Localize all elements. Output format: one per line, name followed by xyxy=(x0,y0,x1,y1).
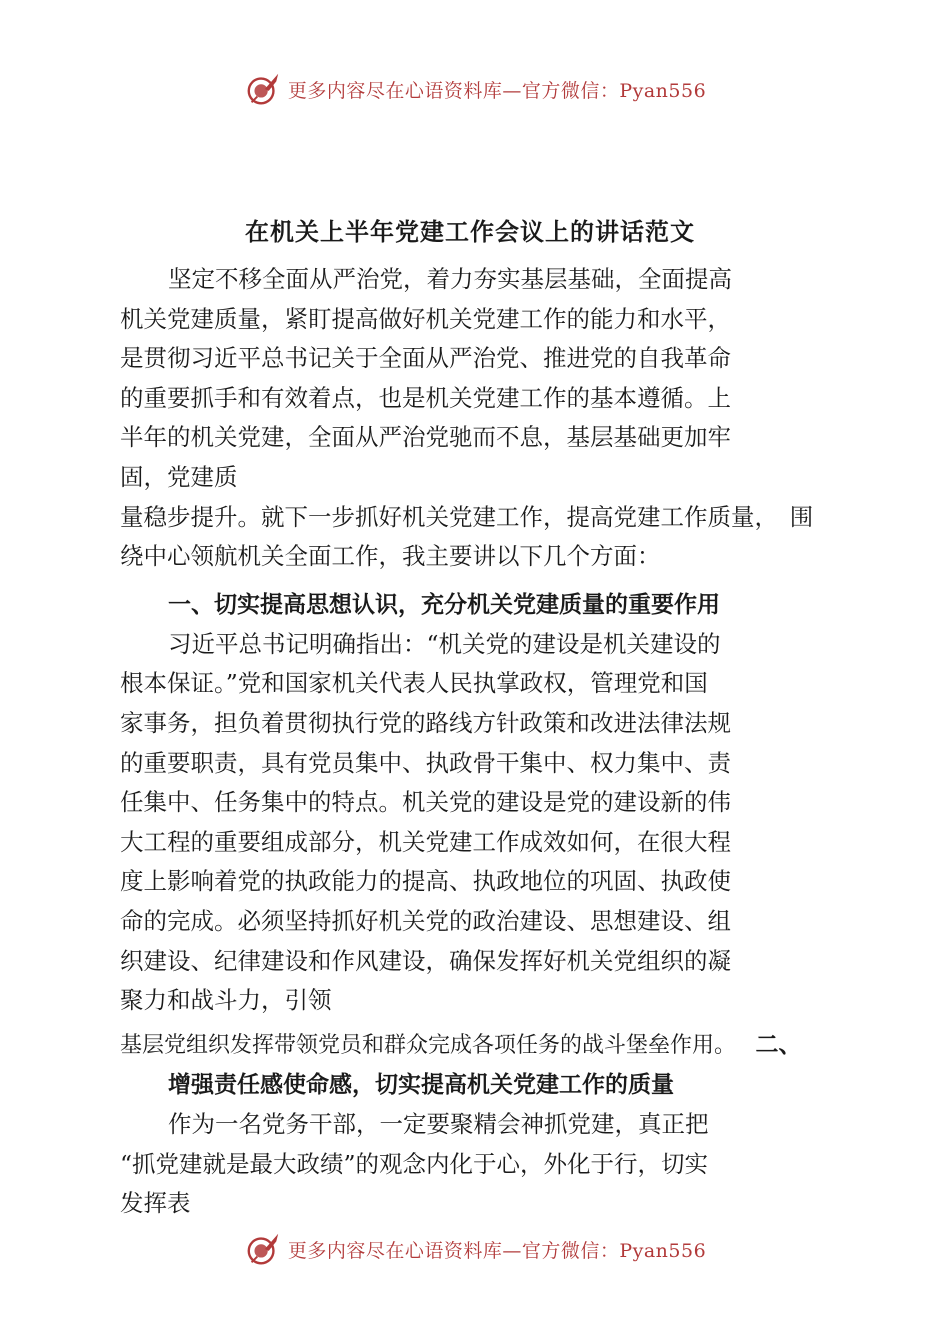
text-line: 坚定不移全面从严治党，着力夯实基层基础，全面提高 xyxy=(168,265,732,293)
intro-paragraph xyxy=(120,260,820,498)
text-line: 度上影响着党的执政能力的提高、执政地位的巩固、执政使 xyxy=(120,867,731,896)
text-line: 机关党建质量，紧盯提高做好机关党建工作的能力和水平， xyxy=(120,304,731,333)
text-line: 聚力和战斗力，引领 xyxy=(120,986,332,1015)
watermark-header xyxy=(0,70,950,108)
watermark-text: 更多内容尽在心语资料库—官方微信：Pyan556 xyxy=(287,1239,707,1262)
section-2-heading: 增强责任感使命感，切实提高机关党建工作的质量 xyxy=(168,1072,674,1099)
quill-seal-icon xyxy=(244,1230,282,1268)
text-line: 绕中心领航机关全面工作，我主要讲以下几个方面： xyxy=(120,542,661,571)
text-line: 作为一名党务干部，一定要聚精会神抓党建，真正把 xyxy=(168,1110,709,1139)
text-line: 半年的机关党建，全面从严治党驰而不息，基层基础更加牢 xyxy=(120,423,731,452)
text-line: 根本保证。”党和国家机关代表人民执掌政权，管理党和国 xyxy=(120,669,708,698)
text-line: 发挥表 xyxy=(120,1189,191,1218)
section-1-paragraph xyxy=(120,625,820,1021)
text-line: 基层党组织发挥带领党员和群众完成各项任务的战斗堡垒作用。 xyxy=(120,1032,737,1058)
section-2-number: 二、 xyxy=(755,1031,802,1058)
document-page xyxy=(120,214,820,1224)
text-line: 的重要职责，具有党员集中、执政骨干集中、权力集中、责 xyxy=(120,748,731,777)
text-line: 固，党建质 xyxy=(120,462,238,491)
text-line: 命的完成。必须坚持抓好机关党的政治建设、思想建设、组 xyxy=(120,906,731,935)
text-line: “抓党建就是最大政绩”的观念内化于心，外化于行，切实 xyxy=(120,1149,709,1178)
watermark-footer xyxy=(0,1230,950,1268)
text-line: 是贯彻习近平总书记关于全面从严治党、推进党的自我革命 xyxy=(120,344,731,373)
section-1-heading: 一、切实提高思想认识，充分机关党建质量的重要作用 xyxy=(168,591,720,618)
text-line: 任集中、任务集中的特点。机关党的建设是党的建设新的伟 xyxy=(120,788,731,817)
text-line: 量稳步提升。就下一步抓好机关党建工作，提高党建工作质量， 围 xyxy=(120,502,814,531)
text-line: 织建设、纪律建设和作风建设，确保发挥好机关党组织的凝 xyxy=(120,946,731,975)
section-2-paragraph xyxy=(120,1105,820,1224)
section-1-tail xyxy=(120,1025,820,1066)
watermark-text: 更多内容尽在心语资料库—官方微信：Pyan556 xyxy=(287,79,707,102)
text-line: 的重要抓手和有效着点，也是机关党建工作的基本遵循。上 xyxy=(120,383,731,412)
intro-paragraph-continued xyxy=(120,498,820,577)
text-line: 习近平总书记明确指出：“机关党的建设是机关建设的 xyxy=(168,629,721,658)
text-line: 大工程的重要组成部分，机关党建工作成效如何，在很大程 xyxy=(120,827,731,856)
quill-seal-icon xyxy=(244,70,282,108)
document-title: 在机关上半年党建工作会议上的讲话范文 xyxy=(245,218,695,246)
text-line: 家事务，担负着贯彻执行党的路线方针政策和改进法律法规 xyxy=(120,708,731,737)
